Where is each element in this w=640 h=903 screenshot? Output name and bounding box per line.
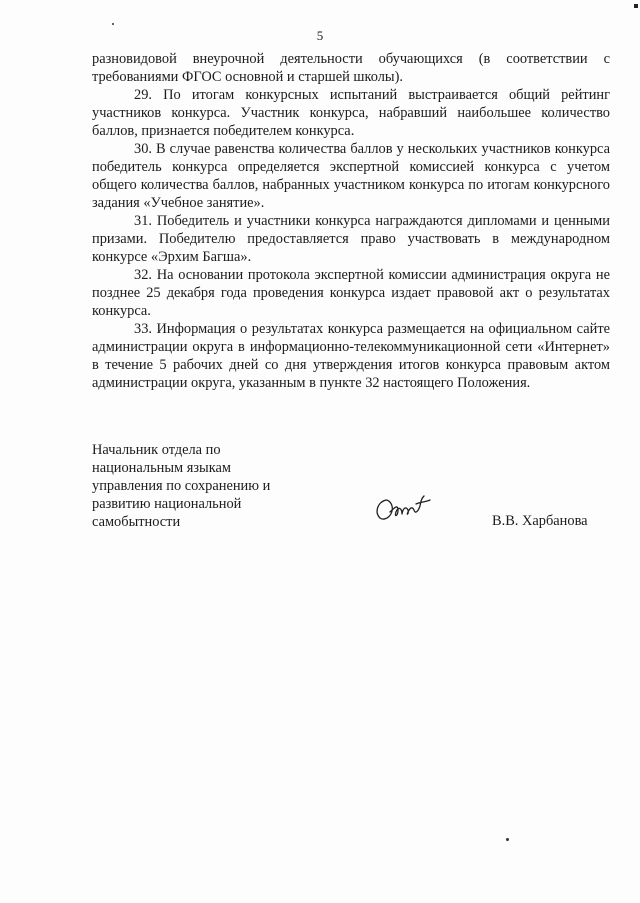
signatory-title xyxy=(92,441,312,531)
scan-speck xyxy=(112,23,114,25)
page-number: 5 xyxy=(316,28,324,43)
paragraph-32: 32. На основании протокола экспертной комиссии администрация округа не позднее 25 декабря года проведения конкурса издает правовой акт о результатах конкурса. xyxy=(92,267,610,319)
signatory-title-line: самобытности xyxy=(92,514,181,530)
signatory-name: В.В. Харбанова xyxy=(492,513,588,529)
paragraph-31: 31. Победитель и участники конкурса награждаются дипломами и ценными призами. Победителю предоставляется право участвовать в международном конкурсе «Эрхим Багша». xyxy=(92,213,610,265)
paragraph-30: 30. В случае равенства количества баллов у нескольких участников конкурса победитель конкурса определяется экспертной комиссией конкурса с учетом общего количества баллов, набранных участником конкурса по итогам конкурсного задания «Учебное занятие». xyxy=(92,141,610,211)
signatory-title-line: развитию национальной xyxy=(92,496,242,512)
scan-speck xyxy=(506,838,509,841)
paragraph-continuation: разновидовой внеурочной деятельности обучающихся (в соответствии с требованиями ФГОС основной и старшей школы). xyxy=(92,51,610,85)
paragraph-29: 29. По итогам конкурсных испытаний выстраивается общий рейтинг участников конкурса. Участник конкурса, набравший наибольшее количество баллов, признается победителем конкурса. xyxy=(92,87,610,139)
body-text xyxy=(92,50,610,392)
signatory-title-line: Начальник отдела по xyxy=(92,442,221,458)
scan-edge-mark xyxy=(634,4,638,8)
signatory-title-line: управления по сохранению и xyxy=(92,478,271,494)
paragraph-33: 33. Информация о результатах конкурса размещается на официальном сайте администрации округа в информационно-телекоммуникационной сети «Интернет» в течение 5 рабочих дней со дня утверждения итогов конкурса правовым актом администрации округа, указанным в пункте 32 настоящего Положения. xyxy=(92,321,610,391)
handwritten-signature xyxy=(372,490,436,526)
signatory-title-line: национальным языкам xyxy=(92,460,231,476)
